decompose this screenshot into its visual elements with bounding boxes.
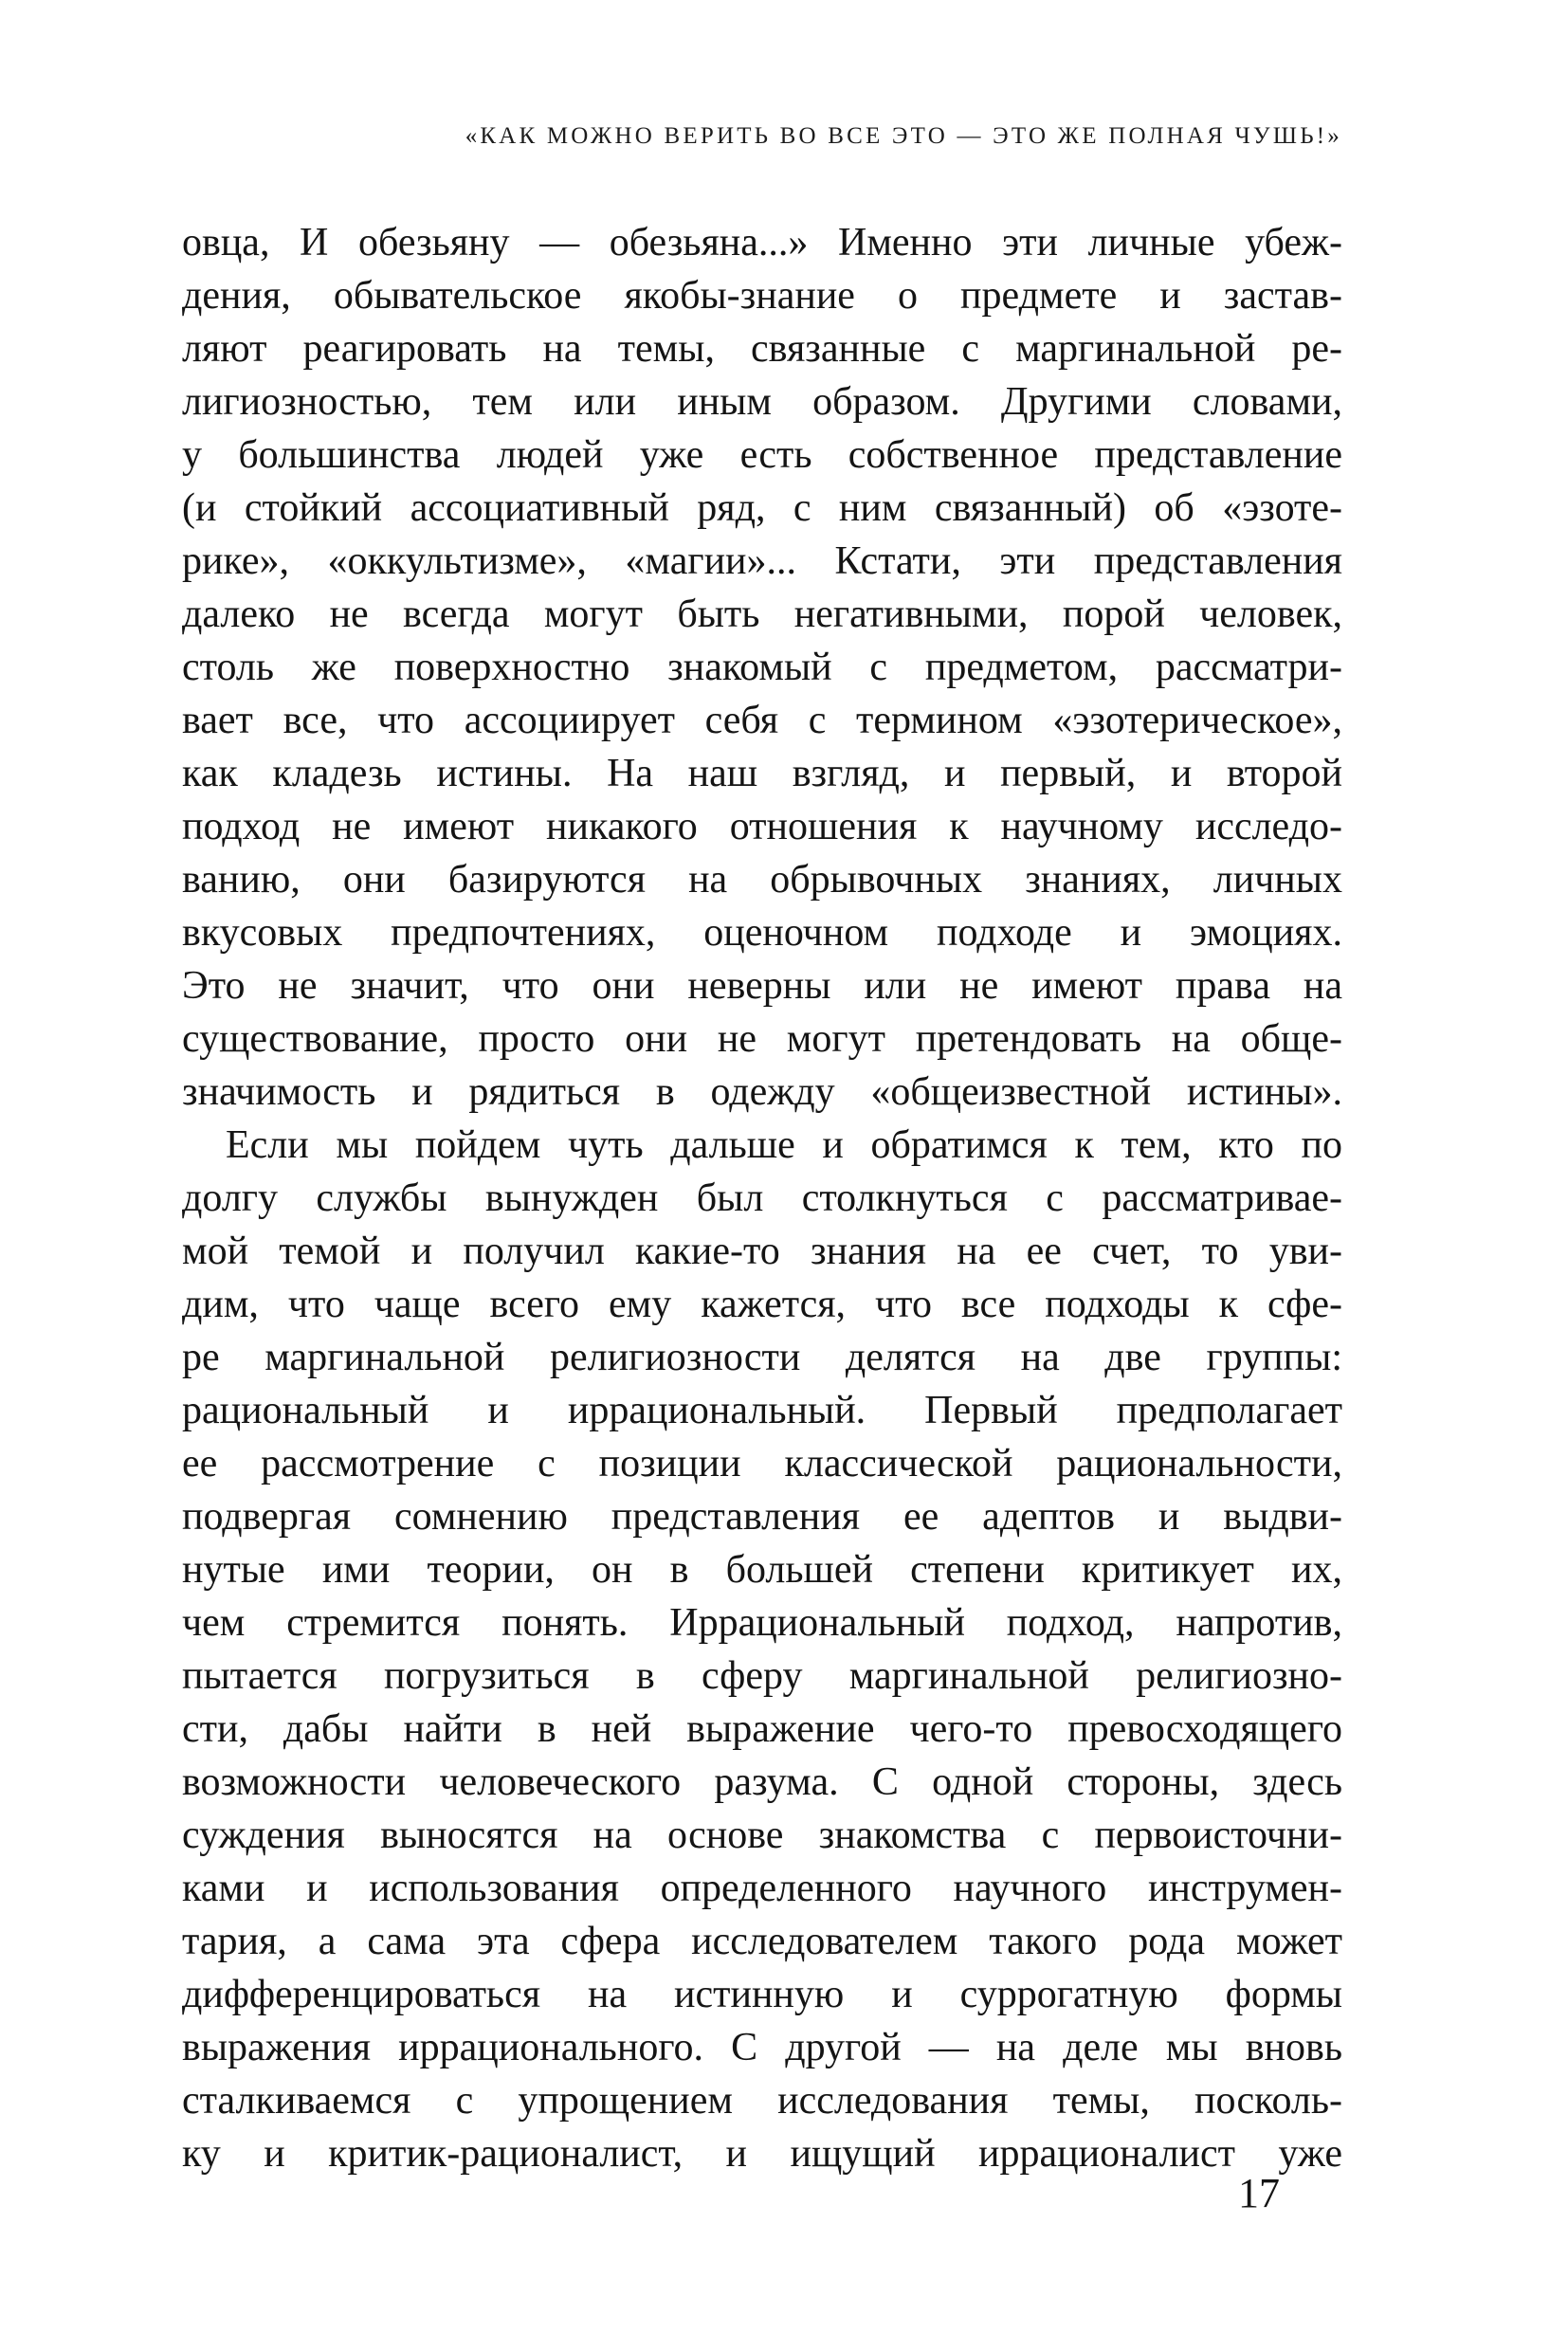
- body-line: лигиозностью, тем или иным образом. Другими словами,: [182, 380, 1342, 424]
- body-line: ками и использования определенного научного инструмен-: [182, 1867, 1342, 1910]
- body-line: овца, И обезьяну — обезьяна...» Именно эти личные убеж-: [182, 221, 1342, 264]
- body-line: подвергая сомнению представления ее адептов и выдви-: [182, 1495, 1342, 1539]
- body-line: сти, дабы найти в ней выражение чего-то превосходящего: [182, 1707, 1342, 1751]
- body-line: ре маргинальной религиозности делятся на две группы:: [182, 1336, 1342, 1379]
- body-line: дифференцироваться на истинную и суррогатную формы: [182, 1973, 1342, 2016]
- body-line: ванию, они базируются на обрывочных знаниях, личных: [182, 858, 1342, 902]
- body-line: ляют реагировать на темы, связанные с маргинальной ре-: [182, 327, 1342, 371]
- body-line: столь же поверхностно знакомый с предметом, рассматри-: [182, 646, 1342, 689]
- body-line: мой темой и получил какие-то знания на ее счет, то уви-: [182, 1230, 1342, 1273]
- body-line: вкусовых предпочтениях, оценочном подходе и эмоциях.: [182, 911, 1342, 955]
- body-line: нутые ими теории, он в большей степени критикует их,: [182, 1548, 1342, 1592]
- body-line: ку и критик-рационалист, и ищущий иррационалист уже: [182, 2132, 1342, 2176]
- body-line: чем стремится понять. Иррациональный подход, напротив,: [182, 1601, 1342, 1645]
- body-line: пытается погрузиться в сферу маргинальной религиозно-: [182, 1654, 1342, 1698]
- body-line: рациональный и иррациональный. Первый предполагает: [182, 1389, 1342, 1432]
- body-line: дим, что чаще всего ему кажется, что все подходы к сфе-: [182, 1283, 1342, 1326]
- body-line: Это не значит, что они неверны или не имеют права на: [182, 964, 1342, 1008]
- body-line: сталкиваемся с упрощением исследования темы, посколь-: [182, 2079, 1342, 2123]
- body-line: суждения выносятся на основе знакомства с первоисточни-: [182, 1813, 1342, 1857]
- body-line: долгу службы вынужден был столкнуться с рассматривае-: [182, 1176, 1342, 1220]
- body-line: (и стойкий ассоциативный ряд, с ним связанный) об «эзоте-: [182, 486, 1342, 530]
- body-line: дения, обывательское якобы-знание о предмете и застав-: [182, 274, 1342, 318]
- page-number: 17: [1238, 2170, 1280, 2216]
- body-line: значимость и рядиться в одежду «общеизвестной истины».: [182, 1070, 1342, 1114]
- body-line: как кладезь истины. На наш взгляд, и первый, и второй: [182, 752, 1342, 795]
- body-line: далеко не всегда могут быть негативными, порой человек,: [182, 592, 1342, 636]
- running-header: «КАК МОЖНО ВЕРИТЬ ВО ВСЕ ЭТО — ЭТО ЖЕ ПОЛНАЯ ЧУШЬ!»: [465, 123, 1342, 149]
- body-line: возможности человеческого разума. С одной стороны, здесь: [182, 1760, 1342, 1804]
- body-line: существование, просто они не могут претендовать на обще-: [182, 1017, 1342, 1061]
- body-line: тария, а сама эта сфера исследователем такого рода может: [182, 1920, 1342, 1963]
- body-line: вает все, что ассоциирует себя с термином «эзотерическое»,: [182, 699, 1342, 742]
- body-line: ее рассмотрение с позиции классической рациональности,: [182, 1442, 1342, 1485]
- body-line: подход не имеют никакого отношения к научному исследо-: [182, 805, 1342, 848]
- body-text: [182, 216, 1342, 2180]
- body-line: выражения иррационального. С другой — на деле мы вновь: [182, 2026, 1342, 2069]
- body-line: у большинства людей уже есть собственное представление: [182, 433, 1342, 477]
- body-line: рике», «оккультизме», «магии»... Кстати, эти представления: [182, 539, 1342, 583]
- body-line: Если мы пойдем чуть дальше и обратимся к тем, кто по: [226, 1123, 1342, 1167]
